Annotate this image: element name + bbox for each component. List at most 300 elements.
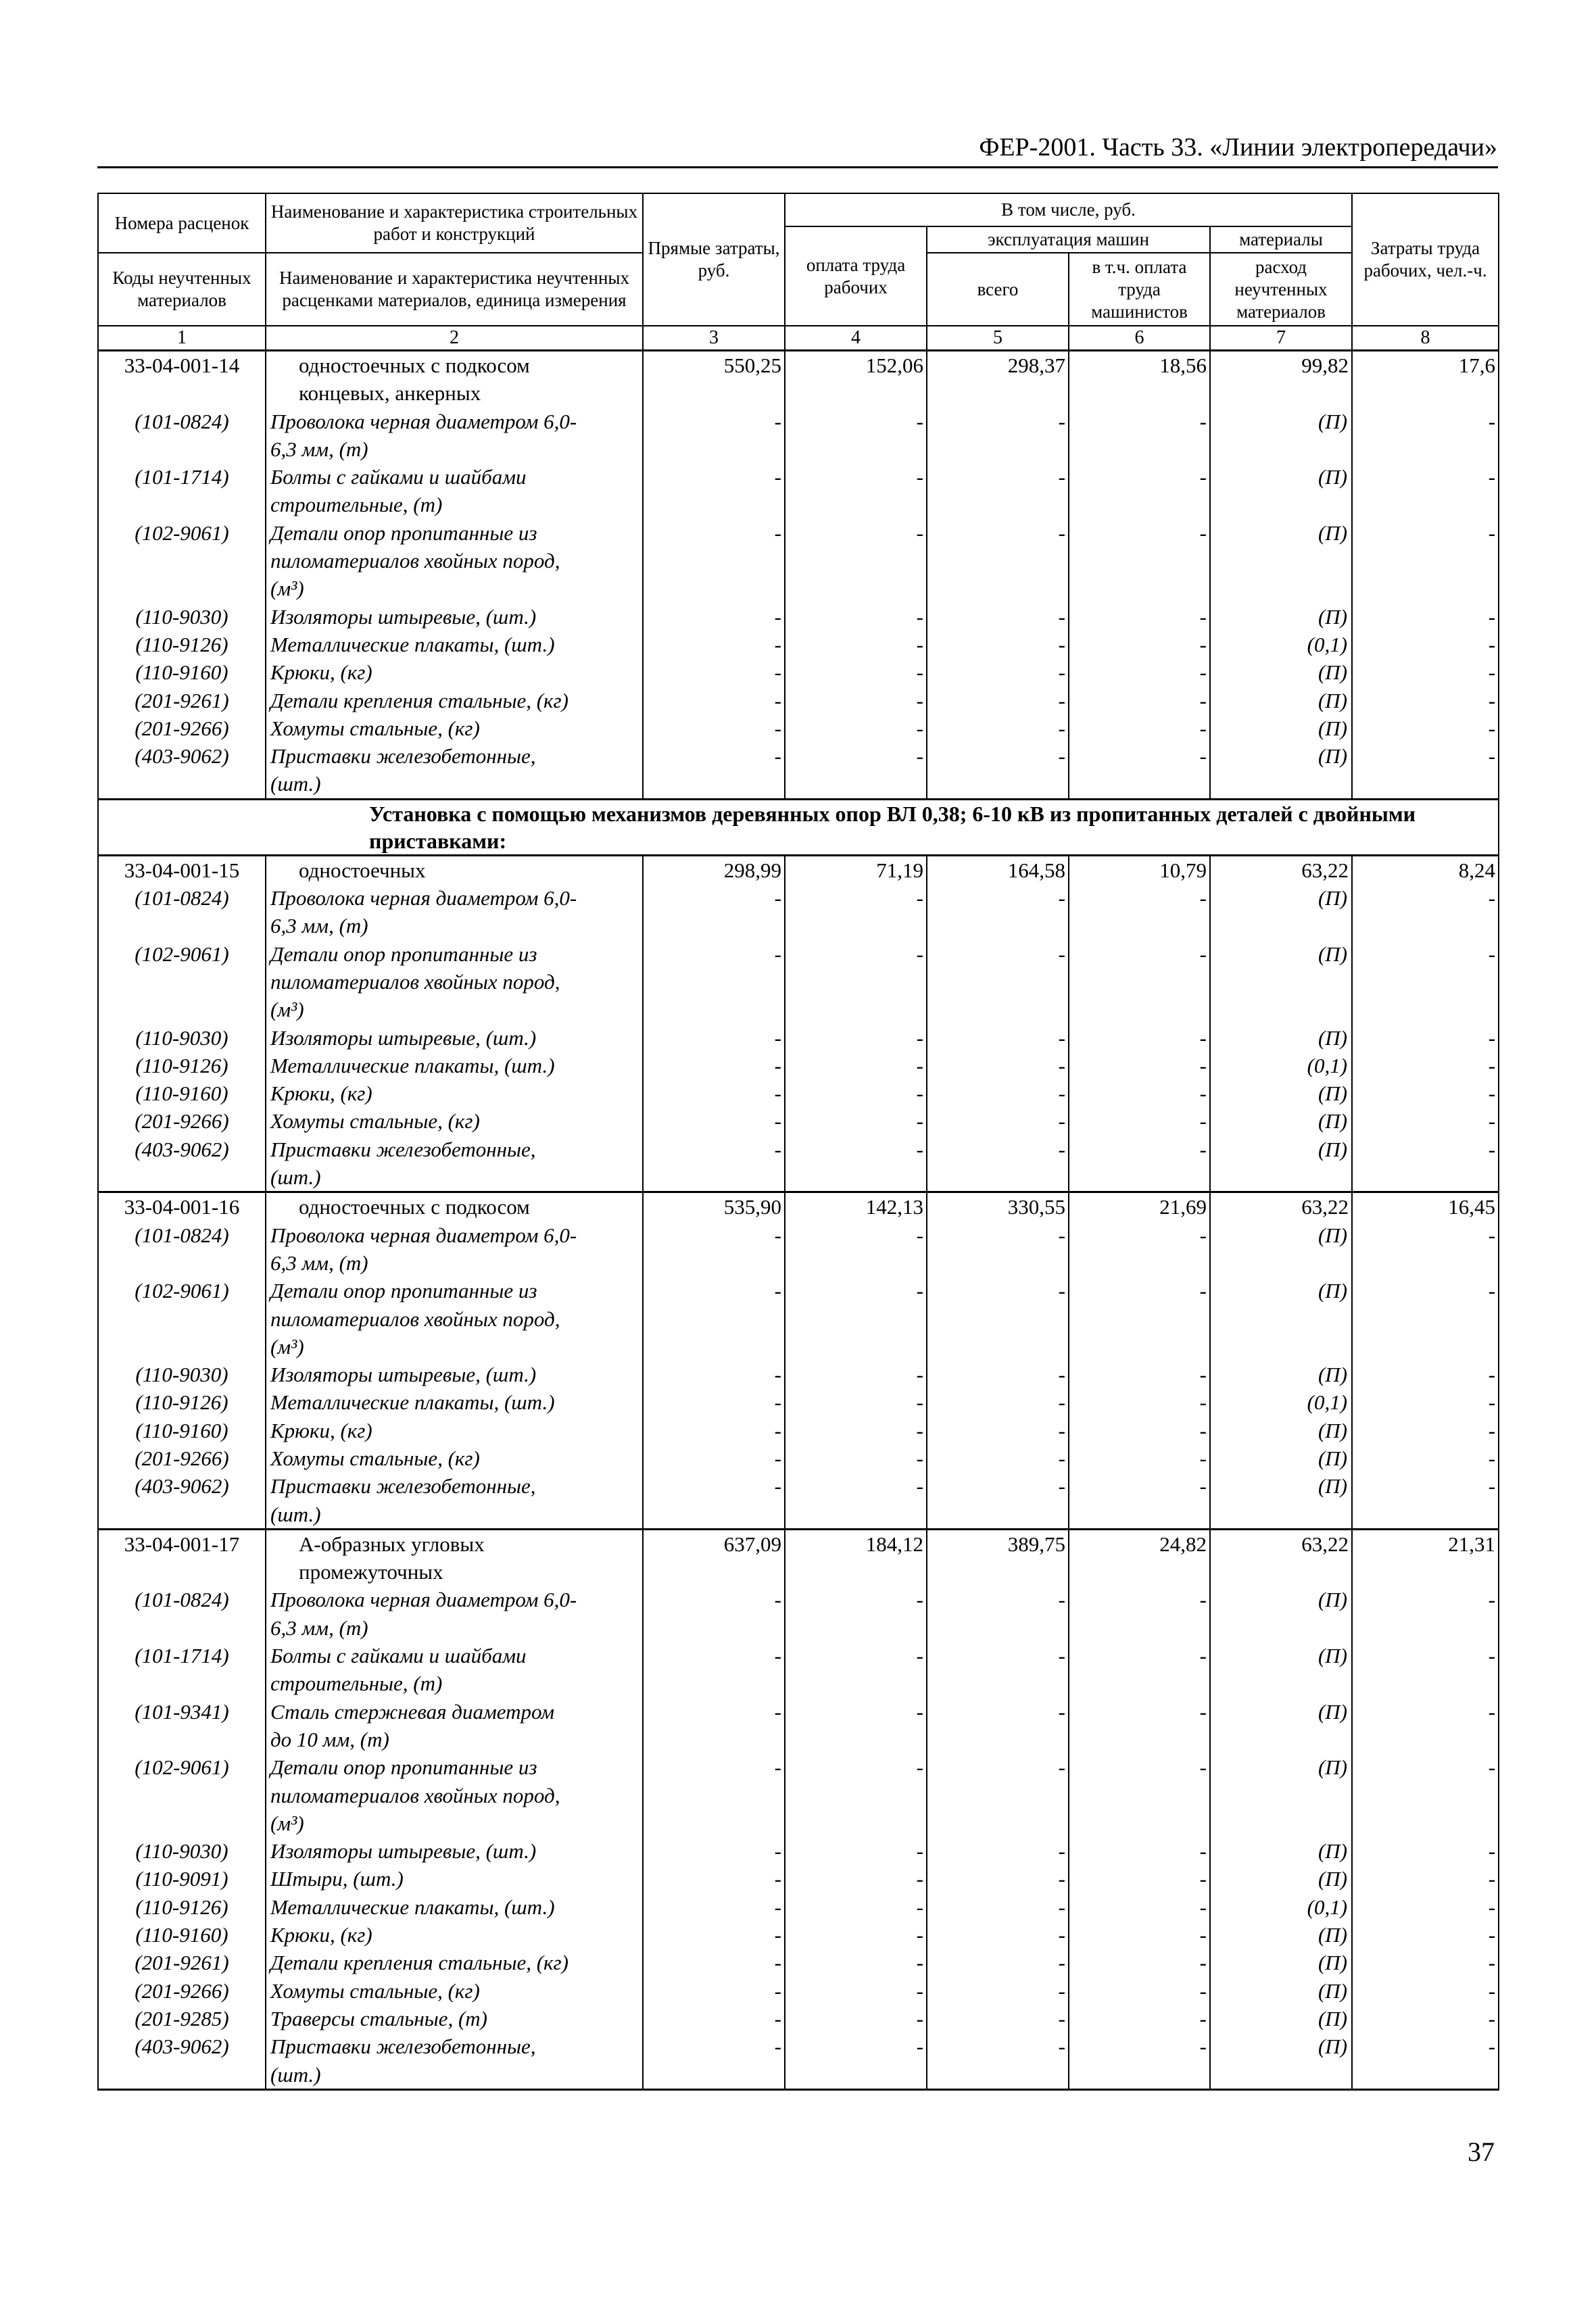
dash-cell: -: [1352, 1024, 1499, 1052]
name-line: (шт.): [270, 772, 321, 796]
name-line: Изоляторы штыревые, (шт.): [270, 1363, 537, 1387]
name-cell: [266, 1052, 643, 1079]
dash-cell: -: [785, 1361, 927, 1388]
dash-cell: -: [1352, 1107, 1499, 1135]
col-incl-header: В том числе, руб.: [785, 193, 1352, 226]
name-cell: [266, 351, 643, 408]
dash-cell: -: [927, 1417, 1069, 1444]
dash-cell: -: [1352, 1079, 1499, 1107]
column-number: 3: [643, 326, 785, 351]
dash-cell: -: [1069, 658, 1210, 686]
name-cell: [266, 855, 643, 884]
name-line: Хомуты стальные, (кг): [270, 1978, 480, 2003]
dash-cell: -: [643, 1136, 785, 1192]
dash-cell: -: [785, 884, 927, 940]
material-consumption: (П): [1210, 1277, 1352, 1361]
material-row: [98, 714, 1499, 742]
col-material-consumption-header: расход неучтенных материалов: [1210, 253, 1352, 326]
dash-cell: -: [785, 1221, 927, 1277]
material-consumption: (П): [1210, 2032, 1352, 2089]
name-cell: [266, 631, 643, 658]
col-labor-hours-header: Затраты труда рабочих, чел.-ч.: [1352, 193, 1499, 326]
material-code: (110-9160): [98, 1079, 266, 1107]
name-line: строительные, (т): [270, 1672, 443, 1696]
dash-cell: -: [785, 1136, 927, 1192]
dash-cell: -: [927, 463, 1069, 519]
name-line: Металлические плакаты, (шт.): [270, 1053, 555, 1077]
name-line: промежуточных: [299, 1560, 443, 1584]
dash-cell: -: [785, 687, 927, 714]
material-row: [98, 940, 1499, 1024]
name-cell: [266, 1277, 643, 1361]
name-line: (шт.): [270, 1502, 321, 1526]
col-materials-header: материалы: [1210, 226, 1352, 253]
col-material-codes-header: Коды неучтенных материалов: [98, 253, 266, 326]
dash-cell: -: [643, 742, 785, 799]
dash-cell: -: [1352, 1837, 1499, 1865]
dash-cell: -: [643, 2032, 785, 2089]
dash-cell: -: [927, 1893, 1069, 1921]
rate-value: 99,82: [1210, 351, 1352, 408]
name-line: Хомуты стальные, (кг): [270, 1446, 480, 1470]
dash-cell: -: [927, 1277, 1069, 1361]
dash-cell: -: [1069, 1893, 1210, 1921]
name-line: Крюки, (кг): [270, 660, 372, 685]
table-body: [98, 351, 1499, 2090]
dash-cell: -: [927, 1444, 1069, 1472]
dash-cell: -: [643, 884, 785, 940]
name-line: Хомуты стальные, (кг): [270, 1109, 480, 1134]
name-cell: [266, 603, 643, 631]
material-row: [98, 1024, 1499, 1052]
dash-cell: -: [927, 1052, 1069, 1079]
rate-value: 330,55: [927, 1192, 1069, 1221]
material-code: (102-9061): [98, 1277, 266, 1361]
table-header: [98, 193, 1499, 351]
dash-cell: -: [1352, 1949, 1499, 1976]
name-line: Сталь стержневая диаметром: [270, 1699, 555, 1724]
material-row: [98, 687, 1499, 714]
material-code: (110-9160): [98, 1417, 266, 1444]
dash-cell: -: [1069, 519, 1210, 603]
rate-value: 18,56: [1069, 351, 1210, 408]
dash-cell: -: [643, 1865, 785, 1893]
dash-cell: -: [785, 1444, 927, 1472]
dash-cell: -: [785, 603, 927, 631]
material-consumption: (П): [1210, 1361, 1352, 1388]
rate-value: 8,24: [1352, 855, 1499, 884]
name-cell: [266, 519, 643, 603]
dash-cell: -: [785, 1921, 927, 1949]
dash-cell: -: [1069, 1277, 1210, 1361]
dash-cell: -: [1352, 1753, 1499, 1837]
material-consumption: (П): [1210, 1642, 1352, 1698]
material-code: (101-0824): [98, 408, 266, 464]
dash-cell: -: [643, 2005, 785, 2032]
section-title: Установка с помощью механизмов деревянных опор ВЛ 0,38; 6-10 кВ из пропитанных деталей с двойными приставками:: [98, 799, 1499, 855]
material-row: [98, 1107, 1499, 1135]
dash-cell: -: [643, 658, 785, 686]
dash-cell: -: [1352, 1586, 1499, 1642]
material-code: (101-1714): [98, 1642, 266, 1698]
material-consumption: (П): [1210, 603, 1352, 631]
rate-value: 550,25: [643, 351, 785, 408]
name-line: Приставки железобетонные,: [270, 1474, 536, 1498]
dash-cell: -: [643, 1837, 785, 1865]
dash-cell: -: [1069, 1361, 1210, 1388]
material-consumption: (П): [1210, 1753, 1352, 1837]
name-cell: [266, 2032, 643, 2089]
dash-cell: -: [785, 1698, 927, 1754]
dash-cell: -: [643, 1221, 785, 1277]
name-cell: [266, 1417, 643, 1444]
dash-cell: -: [643, 1949, 785, 1976]
dash-cell: -: [1069, 603, 1210, 631]
material-code: (201-9261): [98, 1949, 266, 1976]
material-row: [98, 1753, 1499, 1837]
name-cell: [266, 1893, 643, 1921]
material-code: (110-9126): [98, 1052, 266, 1079]
dash-cell: -: [1352, 519, 1499, 603]
column-number: 5: [927, 326, 1069, 351]
material-code: (110-9030): [98, 1361, 266, 1388]
name-cell: [266, 1024, 643, 1052]
dash-cell: -: [643, 1388, 785, 1416]
dash-cell: -: [785, 1865, 927, 1893]
rate-code: 33-04-001-16: [98, 1192, 266, 1221]
dash-cell: -: [785, 519, 927, 603]
material-code: (403-9062): [98, 1136, 266, 1192]
material-row: [98, 1865, 1499, 1893]
material-row: [98, 603, 1499, 631]
dash-cell: -: [785, 2005, 927, 2032]
dash-cell: -: [643, 1444, 785, 1472]
dash-cell: -: [785, 714, 927, 742]
name-line: Детали опор пропитанные из: [270, 1755, 537, 1780]
material-consumption: (П): [1210, 1977, 1352, 2005]
dash-cell: -: [785, 1837, 927, 1865]
col-rate-number-header: Номера расценок: [98, 193, 266, 253]
dash-cell: -: [1352, 742, 1499, 799]
dash-cell: -: [927, 1136, 1069, 1192]
name-line: Траверсы стальные, (т): [270, 2006, 488, 2030]
material-code: (110-9160): [98, 1921, 266, 1949]
dash-cell: -: [785, 742, 927, 799]
dash-cell: -: [927, 742, 1069, 799]
name-line: Проволока черная диаметром 6,0-: [270, 1223, 577, 1247]
rate-value: 184,12: [785, 1529, 927, 1586]
rate-value: 142,13: [785, 1192, 927, 1221]
col-machines-total-header: всего: [927, 253, 1069, 326]
dash-cell: -: [643, 1361, 785, 1388]
column-number: 8: [1352, 326, 1499, 351]
dash-cell: -: [785, 940, 927, 1024]
material-row: [98, 1949, 1499, 1976]
dash-cell: -: [927, 940, 1069, 1024]
dash-cell: -: [1352, 1642, 1499, 1698]
rate-value: 298,99: [643, 855, 785, 884]
material-code: (201-9266): [98, 1444, 266, 1472]
dash-cell: -: [927, 408, 1069, 464]
material-row: [98, 1079, 1499, 1107]
material-code: (101-9341): [98, 1698, 266, 1754]
name-line: одностоечных с подкосом: [299, 354, 530, 377]
dash-cell: -: [1069, 940, 1210, 1024]
material-code: (201-9261): [98, 687, 266, 714]
name-cell: [266, 2005, 643, 2032]
dash-cell: -: [1069, 1472, 1210, 1529]
rate-value: 389,75: [927, 1529, 1069, 1586]
material-consumption: (П): [1210, 1865, 1352, 1893]
rate-row: [98, 351, 1499, 408]
dash-cell: -: [785, 1052, 927, 1079]
rate-code: 33-04-001-17: [98, 1529, 266, 1586]
dash-cell: -: [1352, 2005, 1499, 2032]
dash-cell: -: [927, 1221, 1069, 1277]
column-number: 1: [98, 326, 266, 351]
dash-cell: -: [1069, 742, 1210, 799]
col-work-name-header: Наименование и характеристика строительных работ и конструкций: [266, 193, 643, 253]
rate-value: 21,31: [1352, 1529, 1499, 1586]
name-cell: [266, 1586, 643, 1642]
name-line: пиломатериалов хвойных пород,: [270, 1307, 560, 1331]
dash-cell: -: [643, 1698, 785, 1754]
material-row: [98, 2005, 1499, 2032]
rate-code: 33-04-001-14: [98, 351, 266, 408]
section-row: [98, 799, 1499, 855]
rate-value: 10,79: [1069, 855, 1210, 884]
dash-cell: -: [1352, 1865, 1499, 1893]
rate-value: 21,69: [1069, 1192, 1210, 1221]
dash-cell: -: [1069, 687, 1210, 714]
column-number: 2: [266, 326, 643, 351]
material-row: [98, 1893, 1499, 1921]
column-numbers-row: [98, 326, 1499, 351]
name-cell: [266, 742, 643, 799]
running-head: ФЕР-2001. Часть 33. «Линии электропередачи»: [979, 133, 1497, 162]
name-cell: [266, 1444, 643, 1472]
col-direct-costs-header: Прямые затраты, руб.: [643, 193, 785, 326]
dash-cell: -: [1069, 1753, 1210, 1837]
dash-cell: -: [927, 1642, 1069, 1698]
name-line: пиломатериалов хвойных пород,: [270, 549, 560, 573]
column-number: 6: [1069, 326, 1210, 351]
material-code: (101-0824): [98, 1586, 266, 1642]
dash-cell: -: [1069, 714, 1210, 742]
name-cell: [266, 1079, 643, 1107]
name-line: Изоляторы штыревые, (шт.): [270, 604, 537, 629]
name-line: одностоечных: [299, 858, 426, 882]
material-consumption: (П): [1210, 714, 1352, 742]
material-consumption: (0,1): [1210, 631, 1352, 658]
dash-cell: -: [785, 1753, 927, 1837]
name-line: (м³): [270, 1334, 304, 1359]
rate-value: 152,06: [785, 351, 927, 408]
material-row: [98, 1472, 1499, 1529]
name-cell: [266, 714, 643, 742]
material-consumption: (П): [1210, 1586, 1352, 1642]
dash-cell: -: [927, 714, 1069, 742]
material-consumption: (П): [1210, 1444, 1352, 1472]
material-code: (110-9091): [98, 1865, 266, 1893]
dash-cell: -: [1352, 1417, 1499, 1444]
dash-cell: -: [1352, 2032, 1499, 2089]
name-cell: [266, 1698, 643, 1754]
material-row: [98, 463, 1499, 519]
name-line: 6,3 мм, (т): [270, 914, 368, 938]
dash-cell: -: [785, 1949, 927, 1976]
material-row: [98, 1136, 1499, 1192]
name-line: Проволока черная диаметром 6,0-: [270, 1588, 577, 1612]
material-code: (110-9160): [98, 658, 266, 686]
name-cell: [266, 1221, 643, 1277]
dash-cell: -: [643, 1586, 785, 1642]
dash-cell: -: [927, 2005, 1069, 2032]
material-code: (110-9126): [98, 631, 266, 658]
name-line: Детали опор пропитанные из: [270, 942, 537, 966]
name-line: пиломатериалов хвойных пород,: [270, 969, 560, 994]
rate-value: 17,6: [1352, 351, 1499, 408]
material-row: [98, 1277, 1499, 1361]
material-consumption: (П): [1210, 519, 1352, 603]
dash-cell: -: [1352, 1221, 1499, 1277]
dash-cell: -: [927, 1024, 1069, 1052]
page-number: 37: [1468, 2137, 1495, 2167]
dash-cell: -: [1352, 1921, 1499, 1949]
material-consumption: (0,1): [1210, 1388, 1352, 1416]
dash-cell: -: [643, 408, 785, 464]
name-line: Крюки, (кг): [270, 1081, 372, 1106]
dash-cell: -: [785, 463, 927, 519]
material-row: [98, 519, 1499, 603]
material-consumption: (П): [1210, 1949, 1352, 1976]
material-code: (201-9266): [98, 714, 266, 742]
dash-cell: -: [927, 1107, 1069, 1135]
material-consumption: (П): [1210, 1024, 1352, 1052]
name-cell: [266, 1136, 643, 1192]
rate-value: 71,19: [785, 855, 927, 884]
dash-cell: -: [927, 1079, 1069, 1107]
name-line: одностоечных с подкосом: [299, 1195, 530, 1219]
name-line: до 10 мм, (т): [270, 1727, 389, 1751]
material-consumption: (П): [1210, 884, 1352, 940]
header-rule: [97, 166, 1498, 168]
material-consumption: (П): [1210, 1107, 1352, 1135]
material-code: (403-9062): [98, 1472, 266, 1529]
dash-cell: -: [927, 1361, 1069, 1388]
material-consumption: (П): [1210, 1136, 1352, 1192]
material-code: (110-9030): [98, 1024, 266, 1052]
name-line: Проволока черная диаметром 6,0-: [270, 409, 577, 433]
material-code: (403-9062): [98, 742, 266, 799]
material-consumption: (П): [1210, 658, 1352, 686]
name-cell: [266, 884, 643, 940]
rate-value: 535,90: [643, 1192, 785, 1221]
dash-cell: -: [643, 603, 785, 631]
dash-cell: -: [1069, 1221, 1210, 1277]
name-line: Приставки железобетонные,: [270, 2034, 536, 2059]
material-row: [98, 1361, 1499, 1388]
dash-cell: -: [1352, 463, 1499, 519]
material-consumption: (П): [1210, 1221, 1352, 1277]
dash-cell: -: [1069, 1837, 1210, 1865]
dash-cell: -: [643, 714, 785, 742]
dash-cell: -: [1352, 603, 1499, 631]
dash-cell: -: [1069, 1949, 1210, 1976]
col-machines-header: эксплуатация машин: [927, 226, 1210, 253]
material-consumption: (П): [1210, 742, 1352, 799]
material-row: [98, 631, 1499, 658]
dash-cell: -: [927, 1753, 1069, 1837]
material-row: [98, 1221, 1499, 1277]
material-code: (102-9061): [98, 940, 266, 1024]
rates-table: [97, 193, 1499, 2091]
dash-cell: -: [1069, 1388, 1210, 1416]
column-number: 7: [1210, 326, 1352, 351]
rate-row: [98, 855, 1499, 884]
dash-cell: -: [1069, 463, 1210, 519]
dash-cell: -: [1352, 714, 1499, 742]
dash-cell: -: [927, 1921, 1069, 1949]
name-line: Детали крепления стальные, (кг): [270, 688, 569, 712]
dash-cell: -: [785, 1277, 927, 1361]
name-cell: [266, 1837, 643, 1865]
material-code: (201-9266): [98, 1977, 266, 2005]
material-code: (101-1714): [98, 463, 266, 519]
name-line: (шт.): [270, 1165, 321, 1190]
name-cell: [266, 1361, 643, 1388]
name-line: Болты с гайками и шайбами: [270, 465, 527, 489]
material-code: (102-9061): [98, 519, 266, 603]
rate-row: [98, 1192, 1499, 1221]
dash-cell: -: [643, 631, 785, 658]
dash-cell: -: [927, 1472, 1069, 1529]
material-row: [98, 408, 1499, 464]
dash-cell: -: [643, 1277, 785, 1361]
dash-cell: -: [1352, 1893, 1499, 1921]
dash-cell: -: [643, 1472, 785, 1529]
rate-row: [98, 1529, 1499, 1586]
name-cell: [266, 940, 643, 1024]
name-line: строительные, (т): [270, 493, 443, 517]
dash-cell: -: [927, 1865, 1069, 1893]
material-consumption: (П): [1210, 1837, 1352, 1865]
name-cell: [266, 1192, 643, 1221]
dash-cell: -: [1069, 1079, 1210, 1107]
name-line: 6,3 мм, (т): [270, 1615, 368, 1640]
name-cell: [266, 1921, 643, 1949]
name-line: 6,3 мм, (т): [270, 1250, 368, 1275]
dash-cell: -: [1352, 1977, 1499, 2005]
name-line: Металлические плакаты, (шт.): [270, 632, 555, 656]
dash-cell: -: [785, 1388, 927, 1416]
dash-cell: -: [1352, 408, 1499, 464]
material-row: [98, 1586, 1499, 1642]
dash-cell: -: [1069, 408, 1210, 464]
name-line: (м³): [270, 998, 304, 1022]
dash-cell: -: [785, 631, 927, 658]
dash-cell: -: [643, 1753, 785, 1837]
material-consumption: (0,1): [1210, 1893, 1352, 1921]
dash-cell: -: [785, 1107, 927, 1135]
name-line: (м³): [270, 1811, 304, 1835]
name-line: Детали опор пропитанные из: [270, 1279, 537, 1303]
dash-cell: -: [1069, 631, 1210, 658]
dash-cell: -: [1352, 1052, 1499, 1079]
dash-cell: -: [927, 884, 1069, 940]
name-line: Детали крепления стальные, (кг): [270, 1951, 569, 1975]
dash-cell: -: [927, 1586, 1069, 1642]
